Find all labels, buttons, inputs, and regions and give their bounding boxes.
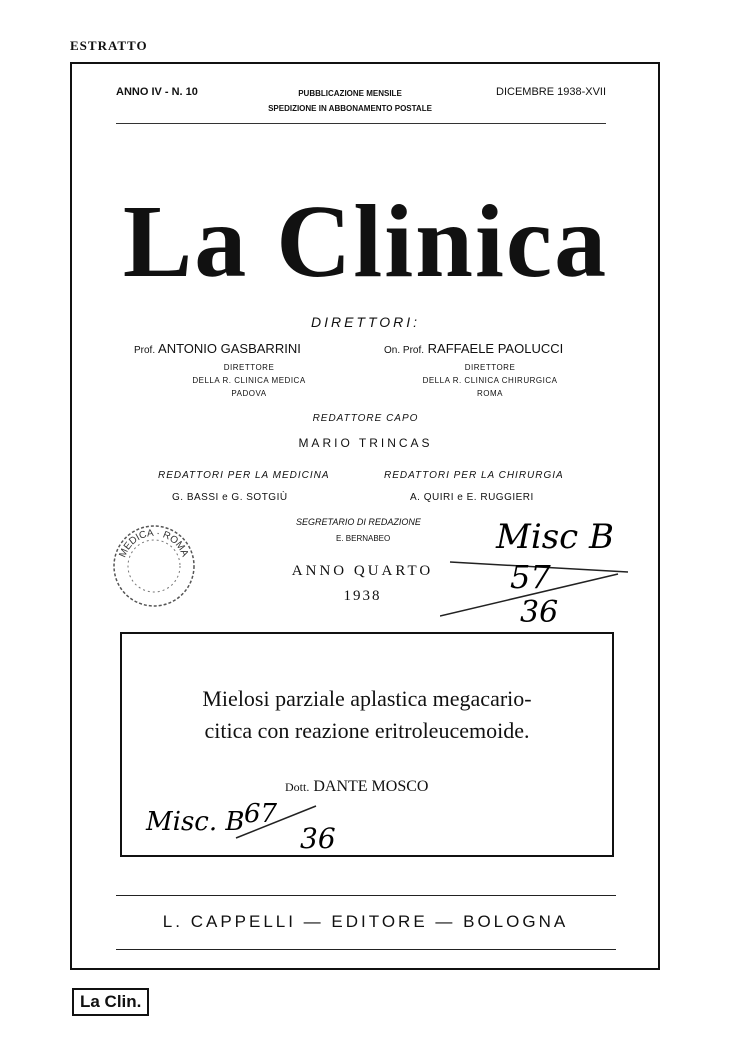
handwritten-shelfmark-bottom	[140, 760, 360, 856]
stamp-text: MEDICA · ROMA	[117, 527, 191, 560]
article-title	[120, 683, 614, 747]
director-1-city: PADOVA	[231, 389, 267, 398]
abbreviation-label: La Clin.	[72, 988, 149, 1016]
director-1-institution: DELLA R. CLINICA MEDICA	[192, 376, 306, 385]
director-2-name: RAFFAELE PAOLUCCI	[427, 341, 564, 356]
director-2-name-line	[384, 341, 563, 356]
handwritten-bottom-line1: Misc. B	[146, 807, 245, 837]
library-stamp	[108, 520, 200, 612]
editors-surgery-names: A. QUIRI e E. RUGGIERI	[410, 492, 534, 503]
estratto-label: ESTRATTO	[70, 38, 148, 53]
handwritten-bottom-line3: 36	[300, 822, 336, 855]
author-prefix: Dott.	[285, 780, 310, 794]
publication-info	[250, 86, 450, 116]
publisher-line: L. CAPPELLI — EDITORE — BOLOGNA	[162, 912, 569, 931]
article-title-line2: citica con reazione eritroleucemoide.	[204, 718, 530, 743]
editors-medicine-label: REDATTORI PER LA MEDICINA	[158, 470, 330, 481]
director-2-city: ROMA	[477, 389, 503, 398]
director-1-details	[164, 361, 334, 400]
handwritten-top-line2: 57	[510, 558, 551, 596]
article-title-line1: Mielosi parziale aplastica megacario-	[202, 686, 532, 711]
handwritten-top-line3: 36	[520, 595, 559, 630]
director-1-name-line	[134, 341, 301, 356]
director-2-role: DIRETTORE	[464, 363, 516, 372]
volume-year: 1938	[343, 588, 382, 604]
chief-editor-name: MARIO TRINCAS	[298, 436, 433, 450]
secretary-name: E. BERNABEO	[336, 534, 391, 543]
chief-editor-label: REDATTORE CAPO	[312, 413, 419, 424]
issue-date: DICEMBRE 1938-XVII	[496, 86, 607, 98]
directors-label: DIRETTORI:	[310, 314, 421, 330]
secretary-label: SEGRETARIO DI REDAZIONE	[296, 517, 421, 527]
director-1-prefix: Prof.	[134, 345, 156, 356]
editors-surgery-label: REDATTORI PER LA CHIRURGIA	[384, 470, 564, 481]
journal-title: La Clinica	[122, 184, 609, 299]
director-2-prefix: On. Prof.	[384, 345, 425, 356]
director-2-details	[400, 361, 580, 400]
director-2-institution: DELLA R. CLINICA CHIRURGICA	[422, 376, 558, 385]
header-divider	[116, 123, 606, 124]
editors-medicine-names: G. BASSI e G. SOTGIÙ	[172, 492, 288, 503]
handwritten-shelfmark-top	[440, 500, 640, 630]
issue-number: ANNO IV - N. 10	[116, 86, 198, 98]
director-1-name: ANTONIO GASBARRINI	[158, 341, 301, 356]
volume-label: ANNO QUARTO	[291, 563, 434, 579]
publisher-rule-bottom	[116, 949, 616, 950]
handwritten-top-line1: Misc B	[496, 517, 614, 557]
handwritten-bottom-line2: 67	[244, 799, 278, 829]
author-name: DANTE MOSCO	[313, 778, 429, 795]
publication-line-2: SPEDIZIONE IN ABBONAMENTO POSTALE	[268, 104, 432, 113]
publication-line-1: PUBBLICAZIONE MENSILE	[298, 89, 402, 98]
publisher-rule-top	[116, 895, 616, 896]
director-1-role: DIRETTORE	[223, 363, 275, 372]
